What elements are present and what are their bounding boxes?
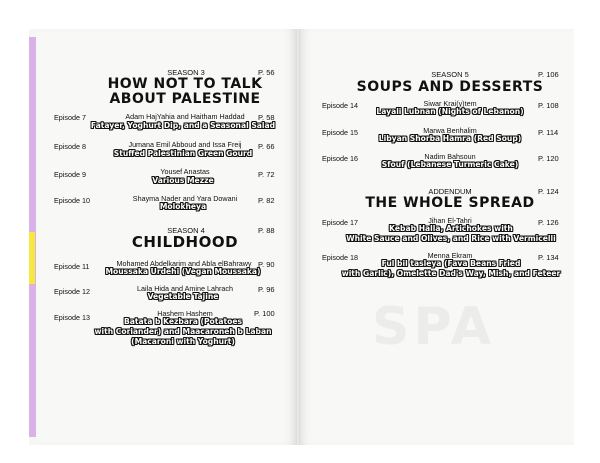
episode-title: Molokheya [159, 202, 207, 211]
episode-label: Episode 13 [54, 313, 90, 322]
episode-title [326, 224, 576, 244]
episode-page: P. 72 [258, 170, 275, 179]
book-spine [296, 29, 300, 445]
background-watermark: SPA [372, 297, 496, 357]
season-label: ADDENDUM [428, 187, 472, 196]
episode-title: Libyan Shorba Hamra (Red Soup) [378, 134, 522, 143]
episode-label: Episode 8 [54, 142, 86, 151]
episode-names: Marwa Benhalim [423, 126, 477, 135]
episode-label: Episode 17 [322, 218, 358, 227]
page-number: P. 88 [258, 226, 275, 235]
episode-title: Fatayer, Yoghurt Dip, and a Seasonal Salad [90, 121, 276, 130]
page-number: P. 106 [538, 70, 559, 79]
episode-title [326, 259, 576, 279]
episode-page: P. 90 [258, 260, 275, 269]
episode-label: Episode 9 [54, 170, 86, 179]
book-edge-yellow-tab [29, 232, 35, 284]
title-line: White Sauce and Olives, and Rice with Vermicelli [346, 234, 556, 243]
episode-title: Sfouf (Lebanese Turmeric Cake) [381, 160, 519, 169]
episode-title: Stuffed Palestinian Green Gourd [113, 149, 253, 158]
episode-title: Vegetable Tajine [147, 292, 219, 301]
season-label: SEASON 5 [431, 70, 469, 79]
episode-names: Jumana Emil Abboud and Issa Freij [128, 140, 242, 149]
episode-label: Episode 7 [54, 113, 86, 122]
title-line: Ful bil tasleya (Fava Beans Fried [381, 259, 521, 268]
episode-page: P. 126 [538, 218, 559, 227]
section-heading [90, 235, 280, 251]
episode-names: Menna Ekram [427, 251, 473, 260]
episode-label: Episode 12 [54, 287, 90, 296]
episode-title: Layali Lubnan (Nights of Lebanon) [376, 107, 524, 116]
heading-line: SOUPS AND DESSERTS [356, 79, 544, 95]
title-line: with Coriander) and Maacaroneh b Laban [94, 327, 272, 336]
episode-page: P. 114 [538, 128, 559, 137]
episode-label: Episode 11 [54, 262, 90, 271]
title-line: (Macaroni with Yoghurt) [131, 337, 235, 346]
heading-line: ABOUT PALESTINE [109, 90, 261, 107]
episode-names: Jihan El-Tahri [428, 216, 472, 225]
episode-page: P. 134 [538, 253, 559, 262]
episode-label: Episode 14 [322, 101, 358, 110]
episode-names: Yousef Anastas [160, 167, 210, 176]
episode-label: Episode 16 [322, 154, 358, 163]
episode-page: P. 96 [258, 285, 275, 294]
episode-names: Hashem Hashem [157, 309, 213, 318]
episode-label: Episode 10 [54, 196, 90, 205]
season-label: SEASON 4 [167, 226, 205, 235]
section-heading [352, 80, 548, 95]
episode-names: Nadim Bahsoun [424, 152, 476, 161]
episode-page: P. 82 [258, 196, 275, 205]
section-heading [90, 77, 280, 106]
episode-title: Moussaka Urdehi (Vegan Moussaka) [105, 267, 261, 276]
episode-names: Mohamed Abdelkarim and Abla elBahrawy [116, 259, 252, 268]
title-line: Batata b Kezbara (Potatoes [123, 317, 243, 326]
episode-names: Shayma Nader and Yara Dowani [132, 194, 238, 203]
episode-page: P. 100 [254, 309, 275, 318]
episode-names: Siwar Krai(y)tem [423, 99, 477, 108]
episode-names: Laila Hida and Amine Lahrach [137, 284, 233, 293]
episode-page: P. 58 [258, 113, 275, 122]
episode-names: Adam HajYahia and Haitham Haddad [125, 112, 245, 121]
section-heading [352, 196, 548, 211]
episode-title [74, 317, 292, 347]
season-label: SEASON 3 [167, 68, 205, 77]
page-number: P. 124 [538, 187, 559, 196]
heading-line: CHILDHOOD [131, 233, 239, 251]
heading-line: THE WHOLE SPREAD [365, 195, 535, 211]
episode-title: Various Mezze [152, 176, 214, 185]
page-number: P. 56 [258, 68, 275, 77]
title-line: Kebab Halla, Artichokes with [389, 224, 513, 233]
episode-page: P. 108 [538, 101, 559, 110]
episode-label: Episode 18 [322, 253, 358, 262]
title-line: with Garlic), Omelette Dad's Way, Mish, and Feteer [341, 269, 561, 278]
episode-page: P. 66 [258, 142, 275, 151]
heading-line: HOW NOT TO TALK [107, 76, 263, 92]
episode-label: Episode 15 [322, 128, 358, 137]
episode-page: P. 120 [538, 154, 559, 163]
